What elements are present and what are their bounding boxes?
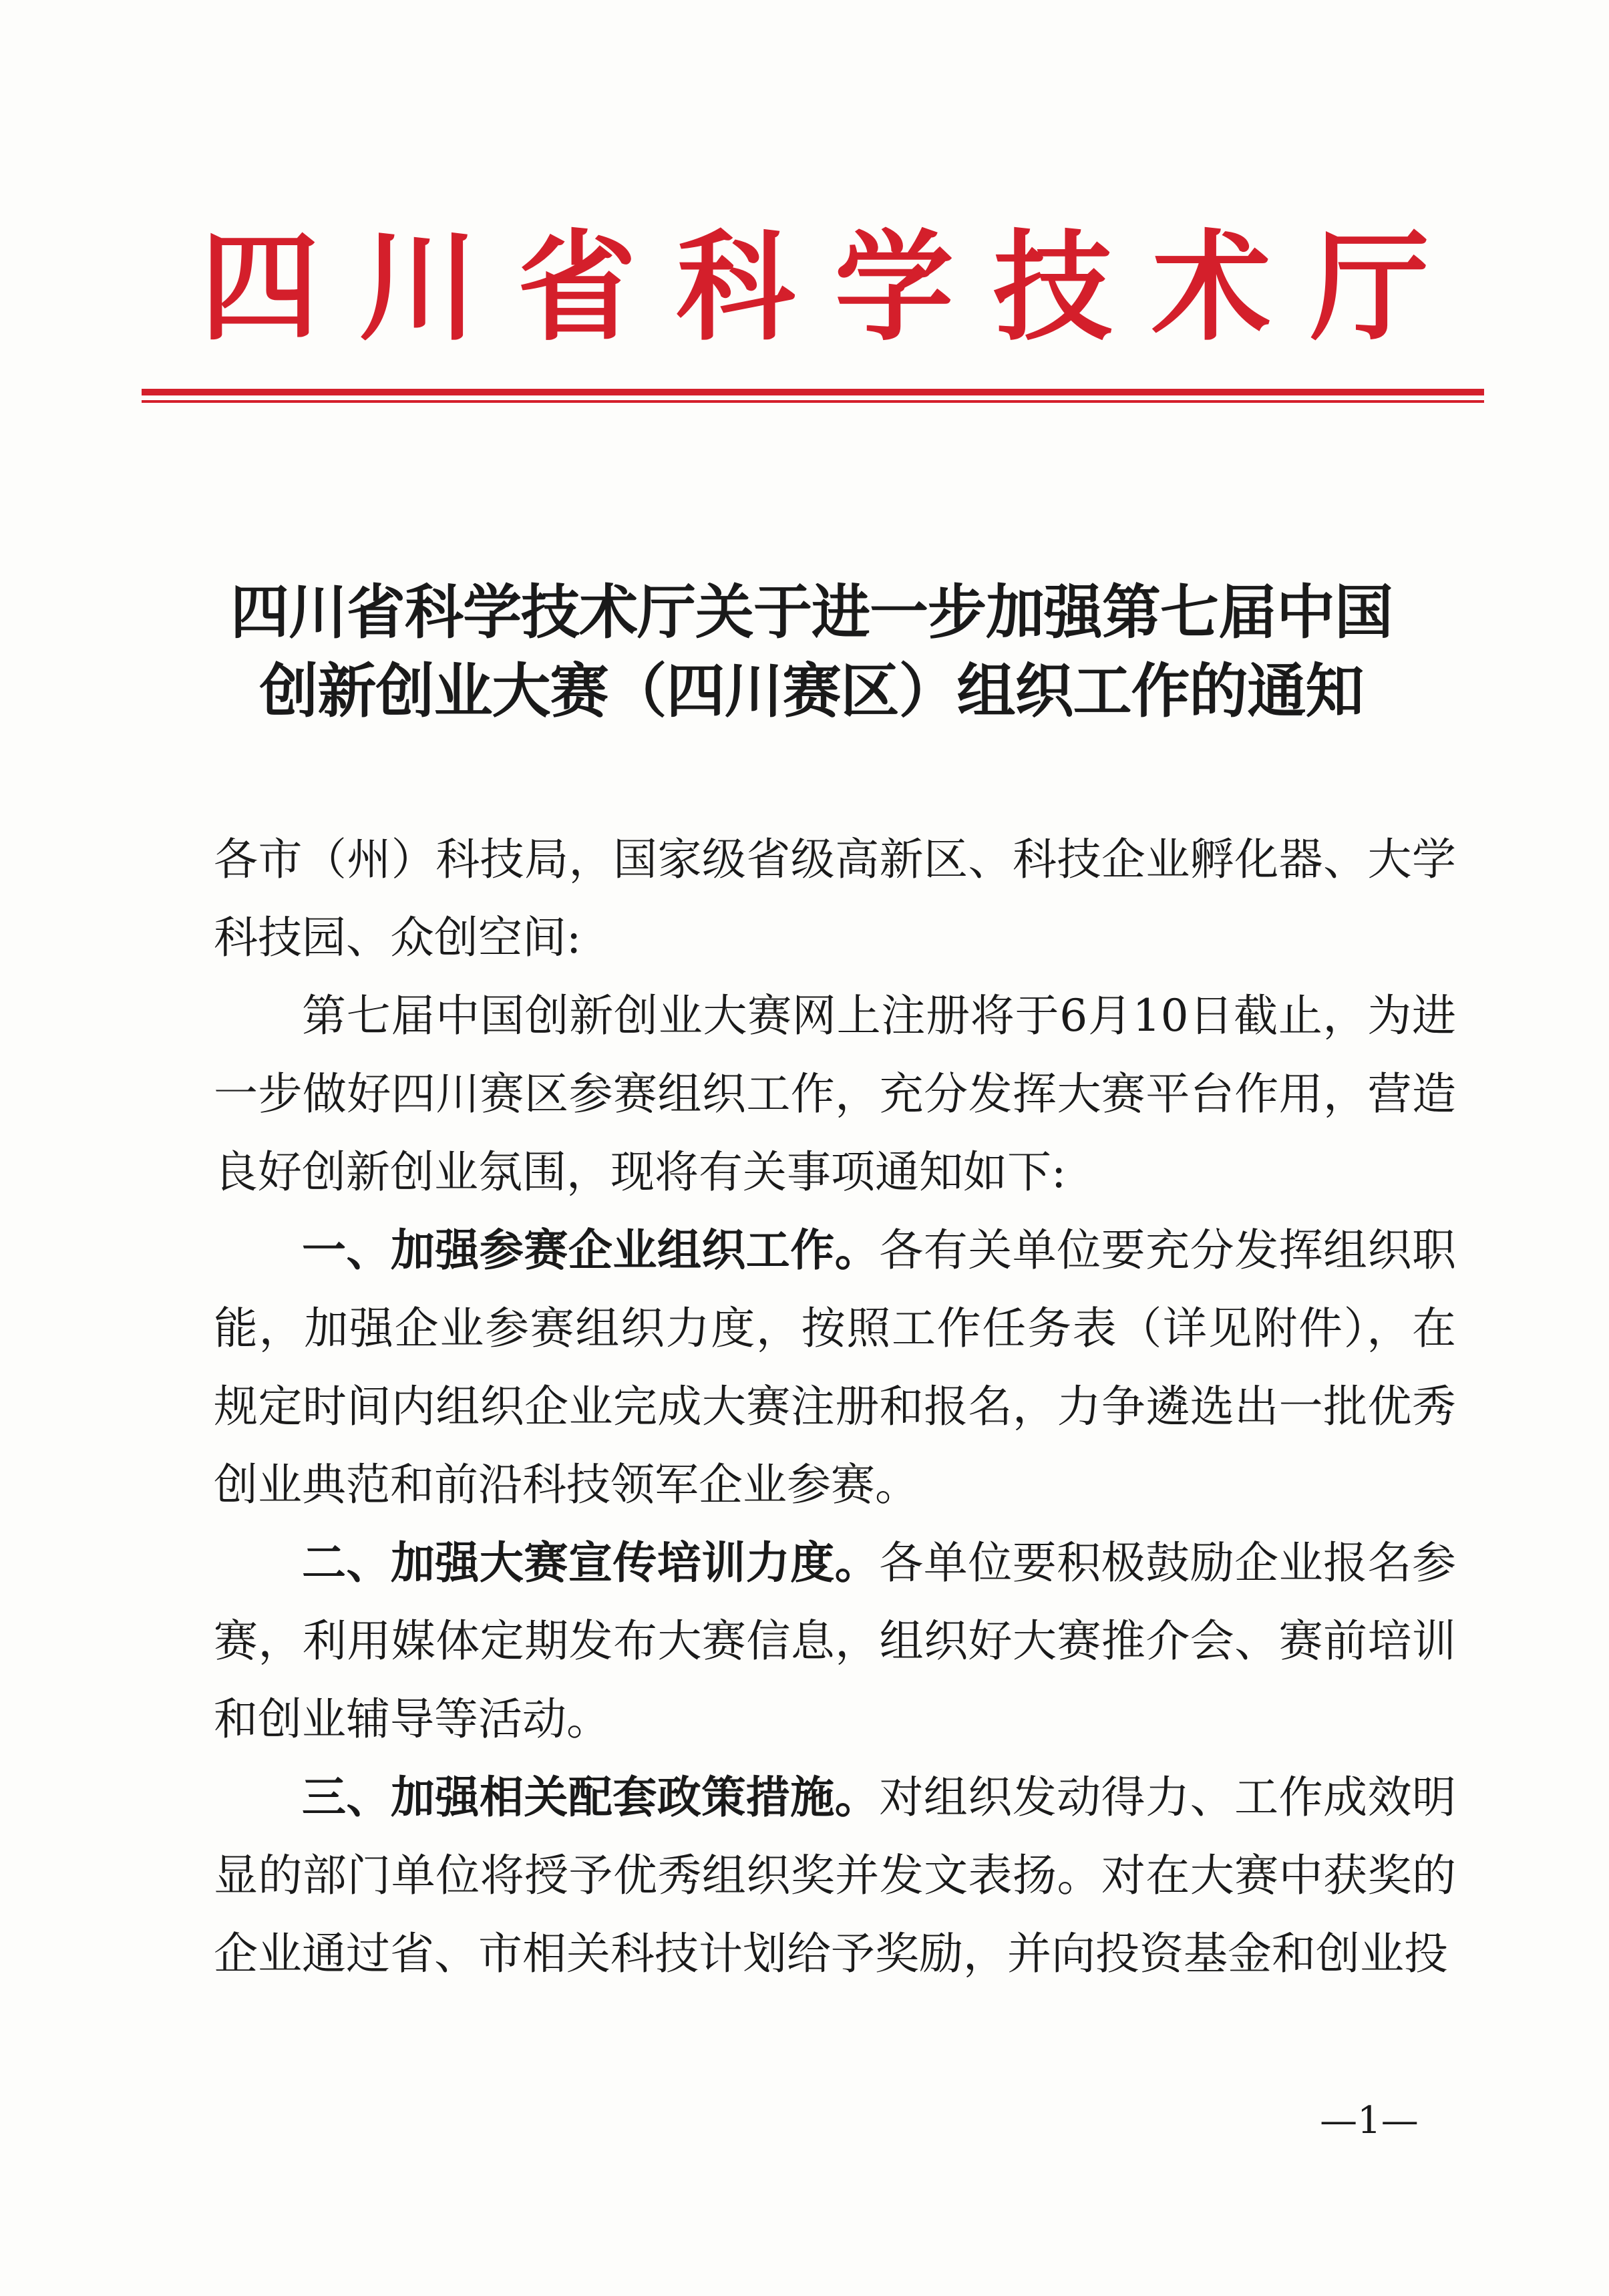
title-line-2: 创新创业大赛（四川赛区）组织工作的通知 <box>259 657 1364 725</box>
item-heading: 三、加强相关配套政策措施。 <box>302 1772 880 1823</box>
letterhead-char: 省 <box>517 217 637 357</box>
letterhead <box>200 217 1429 357</box>
item-paragraph-3 <box>214 1758 1456 1993</box>
item-heading: 一、加强参赛企业组织工作。 <box>302 1224 880 1276</box>
letterhead-char: 技 <box>993 217 1113 357</box>
salutation: 各市（州）科技局，国家级省级高新区、科技企业孵化器、大学科技园、众创空间: <box>214 834 1456 963</box>
page-number: —1— <box>1320 2099 1419 2142</box>
item-text: 各单位要积极鼓励企业报名参赛，利用媒体定期发布大赛信息，组织好大赛推介会、赛前培训和创业辅导等活动。 <box>214 1537 1457 1745</box>
letterhead-char: 学 <box>834 217 954 357</box>
letterhead-char: 四 <box>200 217 319 357</box>
item-paragraph-1 <box>214 1211 1456 1524</box>
title-line-1: 四川省科学技术厅关于进一步加强第七届中国 <box>230 578 1393 647</box>
item-paragraph-2 <box>214 1524 1456 1758</box>
letterhead-char: 厅 <box>1310 217 1429 357</box>
letterhead-char: 川 <box>359 217 478 357</box>
letterhead-red-rule-thin <box>142 400 1484 403</box>
item-text: 各有关单位要充分发挥组织职能，加强企业参赛组织力度，按照工作任务表（详见附件），在规定时间内组织企业完成大赛注册和报名，力争遴选出一批优秀创业典范和前沿科技领军企业参赛。 <box>214 1224 1457 1510</box>
letterhead-char: 术 <box>1151 217 1271 357</box>
item-text: 对组织发动得力、工作成效明显的部门单位将授予优秀组织奖并发文表扬。对在大赛中获奖的企业通过省、市相关科技计划给予奖励，并向投资基金和创业投 <box>214 1772 1457 1979</box>
item-heading: 二、加强大赛宣传培训力度。 <box>302 1537 880 1589</box>
letterhead-red-rule <box>142 389 1484 395</box>
document-title <box>174 573 1449 731</box>
letterhead-char: 科 <box>676 217 795 357</box>
intro-paragraph: 第七届中国创新创业大赛网上注册将于6月10日截止，为进一步做好四川赛区参赛组织工作，充分发挥大赛平台作用，营造良好创新创业氛围，现将有关事项通知如下: <box>214 990 1456 1198</box>
document-body <box>214 820 1456 1993</box>
